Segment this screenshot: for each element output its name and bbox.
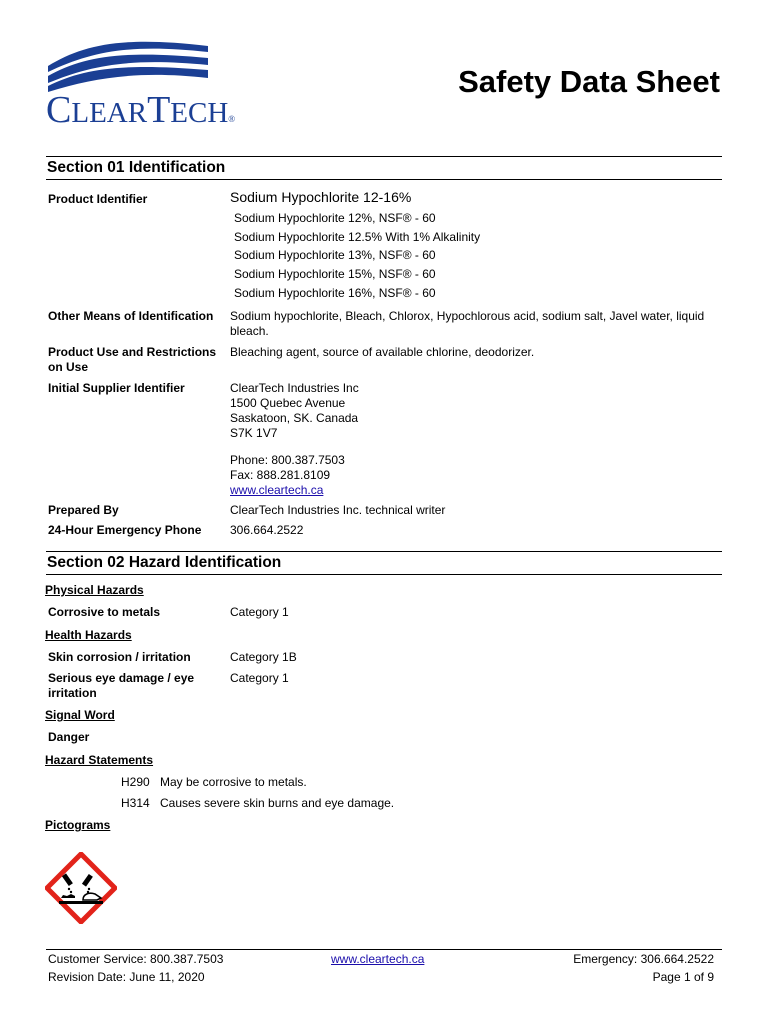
footer-divider xyxy=(46,949,722,950)
supplier-address: 1500 Quebec Avenue xyxy=(230,396,346,410)
hazard-text: May be corrosive to metals. xyxy=(160,775,307,789)
footer-website-link[interactable]: www.cleartech.ca xyxy=(331,952,425,966)
product-use-label: Product Use and Restrictions xyxy=(48,345,217,359)
footer-emergency: Emergency: 306.664.2522 xyxy=(573,952,714,966)
corrosive-value: Category 1 xyxy=(230,605,289,619)
footer-customer-service: Customer Service: 800.387.7503 xyxy=(48,952,224,966)
skin-corrosion-value: Category 1B xyxy=(230,650,297,664)
eye-damage-label-cont: irritation xyxy=(48,686,97,700)
signal-word-heading: Signal Word xyxy=(45,708,115,722)
product-variant: Sodium Hypochlorite 13%, NSF® - 60 xyxy=(234,248,436,262)
section-02-heading: Section 02 Hazard Identification xyxy=(46,551,722,575)
cleartech-logo xyxy=(44,38,236,132)
product-use-label-cont: on Use xyxy=(48,360,89,374)
hazard-code: H314 xyxy=(121,796,150,810)
supplier-postal: S7K 1V7 xyxy=(230,426,278,440)
footer-revision-date: Revision Date: June 11, 2020 xyxy=(48,970,205,984)
prepared-by-value: ClearTech Industries Inc. technical writer xyxy=(230,503,446,517)
supplier-fax: Fax: 888.281.8109 xyxy=(230,468,331,482)
other-means-value: Sodium hypochlorite, Bleach, Chlorox, Hypochlorous acid, sodium salt, Javel water, liquid xyxy=(230,309,705,323)
physical-hazards-heading: Physical Hazards xyxy=(45,583,144,597)
hazard-text: Causes severe skin burns and eye damage. xyxy=(160,796,395,810)
eye-damage-value: Category 1 xyxy=(230,671,289,685)
product-variant: Sodium Hypochlorite 12.5% With 1% Alkalinity xyxy=(234,230,481,244)
corrosion-icon xyxy=(45,852,117,924)
eye-damage-label: Serious eye damage / eye xyxy=(48,671,195,685)
product-name: Sodium Hypochlorite 12-16% xyxy=(230,189,412,205)
document-title: Safety Data Sheet xyxy=(458,64,720,99)
supplier-name: ClearTech Industries Inc xyxy=(230,381,359,395)
corrosive-label: Corrosive to metals xyxy=(48,605,161,619)
other-means-label: Other Means of Identification xyxy=(48,309,214,323)
logo-wordmark: CLEARTECH® xyxy=(46,89,236,131)
signal-word-value: Danger xyxy=(48,730,90,744)
supplier-website-link[interactable]: www.cleartech.ca xyxy=(230,483,324,497)
supplier-phone: Phone: 800.387.7503 xyxy=(230,453,345,467)
skin-corrosion-label: Skin corrosion / irritation xyxy=(48,650,191,664)
product-variant: Sodium Hypochlorite 15%, NSF® - 60 xyxy=(234,267,436,281)
supplier-city: Saskatoon, SK. Canada xyxy=(230,411,359,425)
product-use-value: Bleaching agent, source of available chlorine, deodorizer. xyxy=(230,345,535,359)
section-01-heading: Section 01 Identification xyxy=(46,156,722,180)
emergency-phone-label: 24-Hour Emergency Phone xyxy=(48,523,202,537)
pictograms-heading: Pictograms xyxy=(45,818,111,832)
supplier-label: Initial Supplier Identifier xyxy=(48,381,185,395)
footer-page-number: Page 1 of 9 xyxy=(652,970,714,984)
product-variant: Sodium Hypochlorite 16%, NSF® - 60 xyxy=(234,286,436,300)
other-means-value-cont: bleach. xyxy=(230,324,269,338)
emergency-phone-value: 306.664.2522 xyxy=(230,523,304,537)
product-variant: Sodium Hypochlorite 12%, NSF® - 60 xyxy=(234,211,436,225)
wave-logo-icon xyxy=(44,38,214,94)
health-hazards-heading: Health Hazards xyxy=(45,628,132,642)
prepared-by-label: Prepared By xyxy=(48,503,119,517)
hazard-statements-heading: Hazard Statements xyxy=(45,753,154,767)
product-identifier-label: Product Identifier xyxy=(48,192,148,206)
hazard-code: H290 xyxy=(121,775,150,789)
